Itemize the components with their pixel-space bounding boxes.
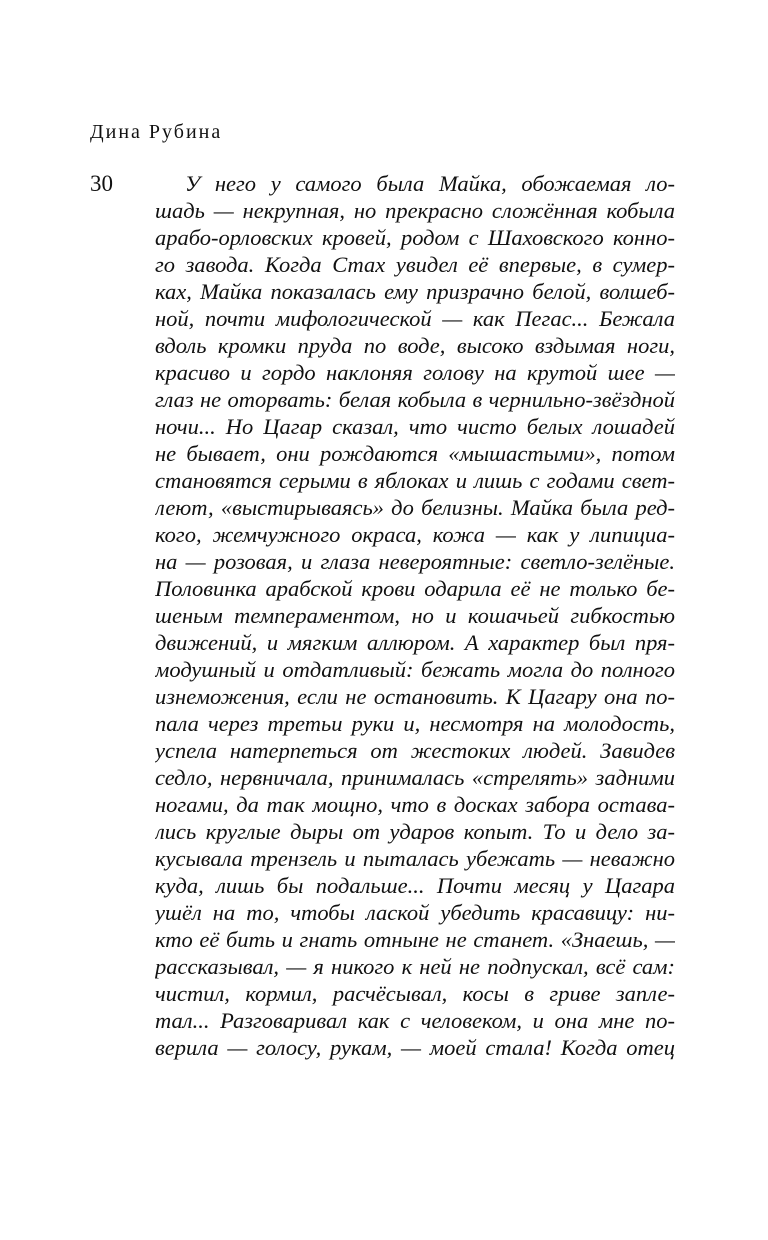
- text-line: го завода. Когда Стах увидел её впервые, в сумер-: [155, 252, 675, 277]
- text-line: Половинка арабской крови одарила её не только бе-: [155, 576, 675, 601]
- text-line: ночи... Но Цагар сказал, что чисто белых лошадей: [155, 414, 675, 439]
- text-line: куда, лишь бы подальше... Почти месяц у Цагара: [155, 873, 675, 898]
- text-line: У него у самого была Майка, обожаемая ло-: [185, 171, 675, 196]
- text-line: ушёл на то, чтобы лаской убедить красавицу: ни-: [155, 900, 675, 925]
- text-line: изнеможения, если не остановить. К Цагару она по-: [155, 684, 675, 709]
- text-line: кто её бить и гнать отныне не станет. «Знаешь, —: [155, 927, 675, 952]
- text-line: тал... Разговаривал как с человеком, и она мне по-: [155, 1008, 675, 1033]
- text-line: шадь — некрупная, но прекрасно сложённая кобыла: [155, 198, 675, 223]
- text-line: седло, нервничала, принималась «стрелять» задними: [155, 765, 675, 790]
- text-line: леют, «выстирываясь» до белизны. Майка была ред-: [155, 495, 675, 520]
- text-line: ках, Майка показалась ему призрачно белой, волшеб-: [155, 279, 675, 304]
- text-line: становятся серыми в яблоках и лишь с годами свет-: [155, 468, 675, 493]
- text-line: чистил, кормил, расчёсывал, косы в гриве запле-: [155, 981, 675, 1006]
- text-line: успела натерпеться от жестоких людей. Завидев: [155, 738, 675, 763]
- text-line: пала через третьи руки и, несмотря на молодость,: [155, 711, 675, 736]
- text-line: движений, и мягким аллюром. А характер был пря-: [155, 630, 675, 655]
- text-line: не бывает, они рождаются «мышастыми», потом: [155, 441, 675, 466]
- text-line: на — розовая, и глаза невероятные: светло-зелёные.: [155, 549, 675, 574]
- text-line: верила — голосу, рукам, — моей стала! Когда отец: [155, 1035, 675, 1060]
- text-line: кусывала трензель и пыталась убежать — неважно: [155, 846, 675, 871]
- text-line: арабо-орловских кровей, родом с Шаховского конно-: [155, 225, 675, 250]
- text-line: ногами, да так мощно, что в досках забора остава-: [155, 792, 675, 817]
- page-number: 30: [90, 171, 113, 196]
- text-line: модушный и отдатливый: бежать могла до полного: [155, 657, 675, 682]
- text-line: красиво и гордо наклоняя голову на крутой шее —: [155, 360, 675, 385]
- text-line: лись круглые дыры от ударов копыт. То и дело за-: [155, 819, 675, 844]
- running-head-author: Дина Рубина: [90, 121, 223, 143]
- text-line: вдоль кромки пруда по воде, высоко вздымая ноги,: [155, 333, 675, 358]
- text-line: ной, почти мифологической — как Пегас... Бежала: [155, 306, 675, 331]
- text-line: шеным темпераментом, но и кошачьей гибкостью: [155, 603, 675, 628]
- body-text: [155, 170, 675, 1061]
- text-line: рассказывал, — я никого к ней не подпускал, всё сам:: [155, 954, 675, 979]
- text-line: глаз не оторвать: белая кобыла в чернильно-звёздной: [155, 387, 675, 412]
- text-line: кого, жемчужного окраса, кожа — как у липициа-: [155, 522, 675, 547]
